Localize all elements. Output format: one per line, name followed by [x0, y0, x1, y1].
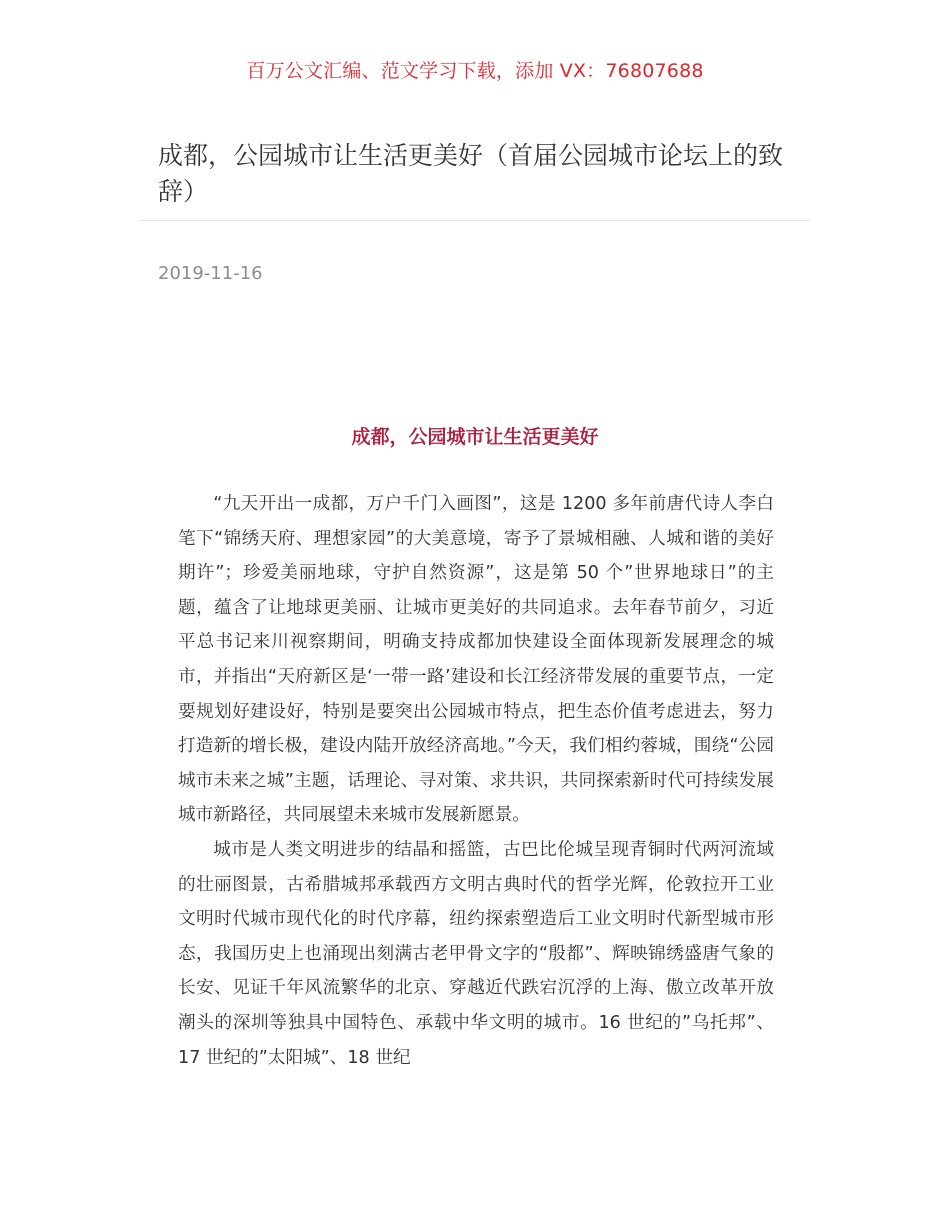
page-title: 成都，公园城市让生活更美好（首届公园城市论坛上的致辞） — [158, 141, 784, 206]
article-body — [178, 487, 774, 1075]
promo-banner: 百万公文汇编、范文学习下载，添加 VX：76807688 — [246, 60, 704, 82]
publish-date: 2019-11-16 — [158, 263, 263, 284]
body-paragraph: 城市是人类文明进步的结晶和摇篮，古巴比伦城呈现青铜时代两河流域的壮丽图景，古希腊城邦承载西方文明古典时代的哲学光辉，伦敦拉开工业文明时代城市现代化的时代序幕，纽约探索塑造后工业文明时代新型城市形态，我国历史上也涌现出刻满古老甲骨文字的“殷都”、辉映锦绣盛唐气象的长安、见证千年风流繁华的北京、穿越近代跌宕沉浮的上海、傲立改革开放潮头的深圳等独具中国特色、承载中华文明的城市。16 世纪的”乌托邦”、17 世纪的”太阳城”、18 世纪 — [178, 839, 774, 1068]
title-divider — [140, 220, 810, 221]
body-paragraph: “九天开出一成都，万户千门入画图”，这是 1200 多年前唐代诗人李白笔下“锦绣天府、理想家园”的大美意境，寄予了景城相融、人城和谐的美好期许”；珍爱美丽地球，守护自然资源”，这是第 50 个”世界地球日”的主题，蕴含了让地球更美丽、让城市更美好的共同追求。去年春节前夕，习近平总书记来川视察期间，明确支持成都加快建设全面体现新发展理念的城市，并指出“天府新区是‘一带一路’建设和长江经济带发展的重要节点，一定要规划好建设好，特别是要突出公园城市特点，把生态价值考虑进去，努力打造新的增长极，建设内陆开放经济高地。”今天，我们相约蓉城，围绕“公园城市未来之城”主题，话理论、寻对策、求共识，共同探索新时代可持续发展城市新路径，共同展望未来城市发展新愿景。 — [178, 494, 774, 826]
article-subtitle: 成都，公园城市让生活更美好 — [351, 426, 599, 448]
